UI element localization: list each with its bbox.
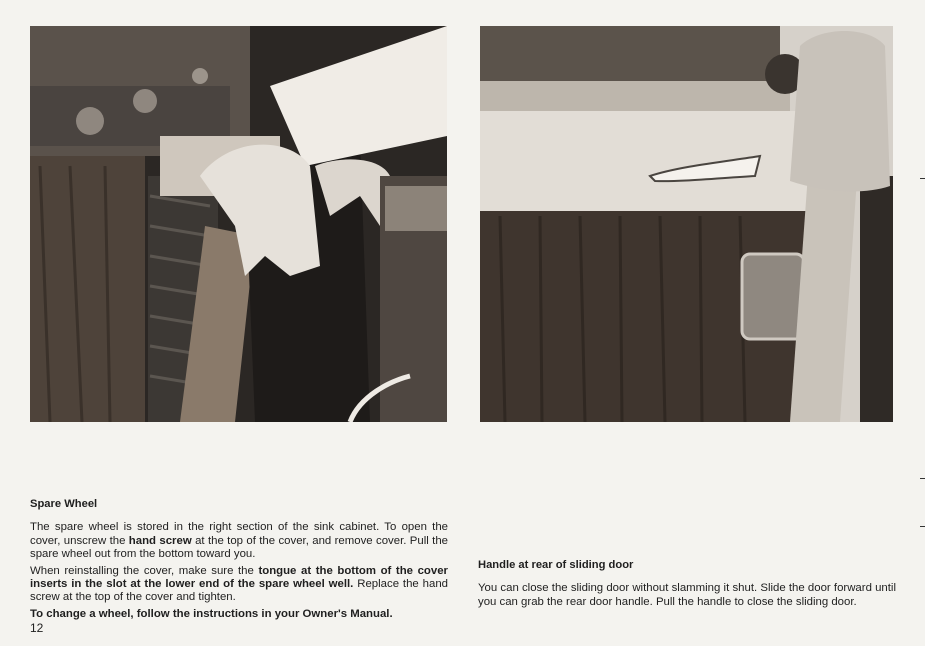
edge-mark	[920, 478, 925, 479]
spare-wheel-paragraph-2-text-a: When reinstalling the cover, make sure the	[30, 564, 259, 577]
spare-wheel-paragraph-1	[30, 521, 448, 561]
sliding-door-heading: Handle at rear of sliding door	[478, 559, 634, 571]
edge-mark	[920, 526, 925, 527]
edge-mark	[920, 178, 925, 179]
page-number: 12	[30, 621, 44, 635]
spare-wheel-paragraph-1-text-a: The spare wheel is stored in the right section of the sink cabinet. To open the cover, unscrew the	[30, 521, 448, 547]
spare-wheel-illustration	[30, 26, 447, 422]
sliding-door-section	[478, 559, 896, 609]
hand-screw-emphasis: hand screw	[128, 534, 192, 547]
spare-wheel-photo	[30, 26, 447, 422]
door-handle-illustration	[480, 26, 893, 422]
sliding-door-paragraph: You can close the sliding door without slamming it shut. Slide the door forward until you can grab the rear door handle. Pull the handle to close the sliding door.	[478, 582, 896, 608]
spare-wheel-paragraph-2	[30, 565, 448, 605]
sliding-door-handle-photo	[480, 26, 893, 422]
spare-wheel-paragraph-2-text-b: Replace the hand screw at the top of the cover and tighten.	[30, 578, 448, 604]
tongue-slot-emphasis: tongue at the bottom of the cover inserts in the slot at the lower end of the spare wheel well.	[30, 564, 448, 591]
owners-manual-note: To change a wheel, follow the instructions in your Owner's Manual.	[30, 607, 393, 620]
spare-wheel-section	[30, 498, 448, 621]
spare-wheel-paragraph-1-text-b: at the top of the cover, and remove cover. Pull the spare wheel out from the bottom toward you.	[30, 534, 448, 561]
spare-wheel-heading: Spare Wheel	[30, 498, 98, 510]
